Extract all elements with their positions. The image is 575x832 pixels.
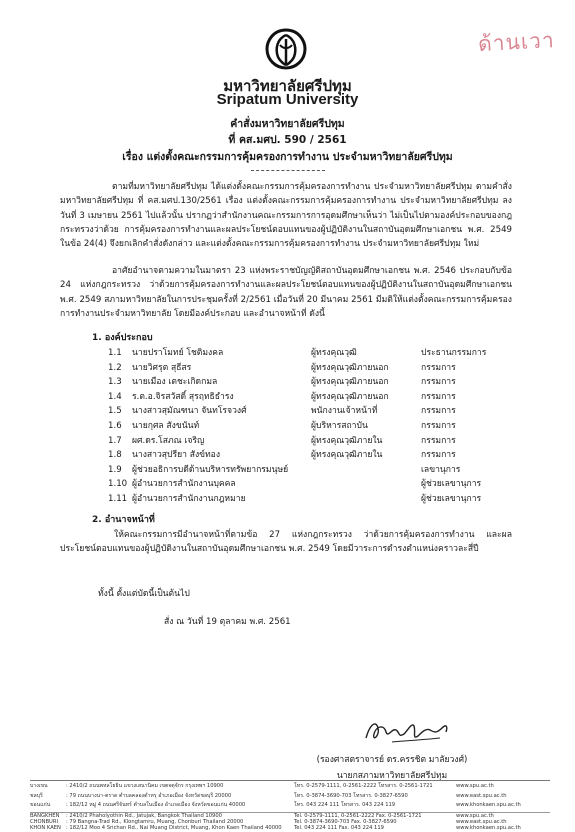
campus-phone: โทร. 043 224 111 โทรสาร. 043 224 119	[294, 802, 396, 809]
received-stamp: ด้านเวา	[477, 28, 556, 57]
campus-website[interactable]: www.khonkaen.spu.ac.th	[456, 802, 521, 809]
campus-website[interactable]: www.east.spu.ac.th	[456, 819, 507, 826]
campus-phone: Tel. 0-3874-3690-703 Fax. 0-3827-6590	[294, 819, 397, 826]
list-item	[108, 390, 528, 405]
list-item	[108, 375, 528, 390]
university-logo	[263, 27, 309, 71]
list-item	[108, 448, 528, 463]
member-role: กรรมการ	[421, 435, 456, 446]
member-type: ผู้ทรงคุณวุฒิภายนอก	[311, 362, 389, 373]
list-item	[108, 463, 528, 478]
order-heading: คำสั่งมหาวิทยาลัยศรีปทุม	[230, 118, 345, 130]
signer-title: นายกสภามหาวิทยาลัยศรีปทุม	[336, 771, 448, 781]
order-subject: เรื่อง แต่งตั้งคณะกรรมการคุ้มครองการทำงาน ประจำมหาวิทยาลัยศรีปทุม	[122, 151, 453, 163]
member-role: กรรมการ	[421, 377, 456, 388]
member-type: ผู้บริหารสถาบัน	[311, 420, 368, 431]
member-name: นางสาวสุมัณฑนา จันทโรจวงศ์	[132, 406, 247, 417]
member-number: 1.7	[108, 435, 122, 446]
member-name: นายวิศรุต สุธีสร	[132, 362, 192, 373]
member-name: นางสาวสุปรียา สังข์ทอง	[132, 450, 221, 461]
campus-phone: โทร. 0-3874-3690-703 โทรสาร. 0-3827-6590	[294, 792, 408, 799]
signature	[362, 714, 452, 748]
university-name-thai: มหาวิทยาลัยศรีปทุม	[223, 77, 352, 95]
campus-phone: โทร. 0-2579-1111, 0-2561-2222 โทรสาร. 0-2561-1721	[294, 783, 433, 789]
campus-address: : 182/12 Moo 4 Srichan Rd., Nai Muang District, Muang, Khon Kaen Thailand 40000	[66, 825, 282, 832]
member-type: ผู้ทรงคุณวุฒิภายนอก	[311, 377, 389, 388]
member-role: กรรมการ	[421, 362, 456, 373]
member-number: 1.5	[108, 406, 122, 417]
member-role: เลขานุการ	[421, 464, 461, 475]
list-item	[108, 434, 528, 449]
member-type: ผู้ทรงคุณวุฒิภายนอก	[311, 391, 389, 402]
campus-website[interactable]: www.khonkaen.spu.ac.th	[456, 825, 521, 832]
paragraph-duties: ให้คณะกรรมการมีอำนาจหน้าที่ตามข้อ 27 แห่งกฎกระทรวง ว่าด้วยการคุ้มครองการทำงาน และผลประโยชน์ตอบแทนของผู้ปฏิบัติงานในสถาบันอุดมศึกษาเอกชน พ.ศ. 2549 โดยมีวาระการดำรงตำแหน่งคราวละสี่ปี	[60, 530, 512, 555]
footer-row	[30, 825, 550, 831]
member-role: ประธานกรรมการ	[421, 348, 487, 358]
campus-name: บางเขน	[30, 783, 48, 789]
list-item	[108, 404, 528, 419]
member-name: นายปราโมทย์ โชติมงคล	[132, 348, 224, 358]
member-number: 1.1	[108, 348, 122, 358]
footer-row	[30, 792, 550, 802]
list-item	[108, 492, 528, 507]
member-role: ผู้ช่วยเลขานุการ	[421, 479, 482, 490]
university-name-english: Sripatum University	[216, 91, 359, 108]
member-number: 1.6	[108, 420, 122, 431]
list-item	[108, 346, 528, 361]
campus-address: : 79 ถนนบางนา-ตราด ตำบลคลองตำหรุ อำเภอเมือง จังหวัดชลบุรี 20000	[66, 792, 232, 799]
section-duties-heading: 2. อำนาจหน้าที่	[92, 515, 155, 525]
member-number: 1.4	[108, 391, 122, 402]
effective-statement: ทั้งนี้ ตั้งแต่บัดนี้เป็นต้นไป	[98, 589, 190, 599]
footer-row	[30, 801, 550, 811]
member-type: ผู้ทรงคุณวุฒิ	[311, 348, 357, 358]
member-number: 1.11	[108, 493, 128, 504]
campus-name: ขอนแก่น	[30, 802, 51, 809]
list-item	[108, 361, 528, 376]
member-number: 1.8	[108, 450, 122, 461]
title-divider	[251, 170, 325, 171]
campus-name: KHON KAEN	[30, 825, 61, 832]
campus-address: : 79 Bangna-Trad Rd., Klongtamru, Muang, Chonburi Thailand 20000	[66, 819, 244, 826]
campus-address: : 182/12 หมู่ 4 ถนนศรีจันทร์ ตำบลในเมือง อำเภอเมือง จังหวัดขอนแก่น 40000	[66, 802, 246, 809]
signer-name: (รองศาสตราจารย์ ดร.ครรชิต มาลัยวงศ์)	[316, 755, 468, 765]
campus-website[interactable]: www.spu.ac.th	[456, 783, 494, 789]
member-name: ผู้อำนวยการสำนักงานกฎหมาย	[132, 493, 246, 504]
list-item	[108, 477, 528, 492]
campus-phone: Tel. 043 224 111 Fax. 043 224 119	[294, 825, 384, 832]
footer-divider	[30, 780, 550, 781]
footer-thai	[30, 782, 550, 811]
member-number: 1.10	[108, 479, 128, 490]
campus-address: : 2410/2 ถนนพหลโยธิน แขวงเสนานิคม เขตจตุจักร กรุงเทพฯ 10900	[66, 783, 224, 789]
campus-name: BANGKHEN	[30, 813, 60, 819]
member-name: ผศ.ดร.โสภณ เจริญ	[132, 435, 205, 446]
member-type: ผู้ทรงคุณวุฒิภายใน	[311, 450, 383, 461]
campus-address: : 2410/2 Phaholyothin Rd., Jatujak, Bangkok Thailand 10900	[66, 813, 222, 819]
member-role: กรรมการ	[421, 406, 456, 417]
member-type: พนักงานเจ้าหน้าที่	[311, 406, 378, 417]
member-number: 1.3	[108, 377, 122, 388]
member-list	[108, 346, 528, 507]
campus-website[interactable]: www.spu.ac.th	[456, 813, 494, 819]
order-date: สั่ง ณ วันที่ 19 ตุลาคม พ.ศ. 2561	[164, 617, 291, 627]
footer-english	[30, 813, 550, 832]
member-name: นายเมือง เตชะเกิดกมล	[132, 377, 218, 388]
footer-row	[30, 782, 550, 792]
member-role: กรรมการ	[421, 391, 456, 402]
member-name: ร.ต.อ.จิรสวัสดิ์ สุรฤทธิธำรง	[132, 391, 234, 402]
campus-website[interactable]: www.east.spu.ac.th	[456, 792, 507, 799]
member-number: 1.9	[108, 464, 122, 475]
list-item	[108, 419, 528, 434]
member-role: กรรมการ	[421, 420, 456, 431]
order-number: ที่ คส.มศป. 590 / 2561	[228, 134, 347, 146]
member-number: 1.2	[108, 362, 122, 373]
member-name: ผู้อำนวยการสำนักงานบุคคล	[132, 479, 236, 490]
member-type: ผู้ทรงคุณวุฒิภายใน	[311, 435, 383, 446]
section-composition-heading: 1. องค์ประกอบ	[92, 333, 153, 343]
member-role: ผู้ช่วยเลขานุการ	[421, 493, 482, 504]
campus-phone: Tel. 0-2579-1111, 0-2561-2222 Fax. 0-2561-1721	[294, 813, 422, 819]
campus-name: CHONBURI	[30, 819, 58, 826]
member-name: ผู้ช่วยอธิการบดีด้านบริหารทรัพยากรมนุษย์	[132, 464, 289, 475]
member-role: กรรมการ	[421, 450, 456, 461]
member-name: นายกุศล สังขนันท์	[132, 420, 200, 431]
campus-name: ชลบุรี	[30, 792, 43, 799]
paragraph-background: ตามที่มหาวิทยาลัยศรีปทุม ได้แต่งตั้งคณะกรรมการคุ้มครองการทำงาน ประจำมหาวิทยาลัยศรีปทุม ตามคำสั่งมหาวิทยาลัยศรีปทุม ที่ คส.มศป.130/2561 เรื่อง แต่งตั้งคณะกรรมการคุ้มครองการทำงาน ประจำมหาวิทยาลัยศรีปทุม ลงวันที่ 3 เมษายน 2561 ไปแล้วนั้น ปรากฏว่าสำนักงานคณะกรรมการการอุดมศึกษาเห็นว่า ไม่เป็นไปตามองค์ประกอบของกฎกระทรวงว่าด้วย การคุ้มครองการทำงานและผลประโยชน์ตอบแทนของผู้ปฏิบัติงานในสถาบันอุดมศึกษาเอกชน พ.ศ. 2549 ในข้อ 24(4) จึงยกเลิกคำสั่งดังกล่าว และแต่งตั้งคณะกรรมการคุ้มครองการทำงาน ประจำมหาวิทยาลัยศรีปทุม ใหม่	[60, 182, 512, 250]
paragraph-authority: อาศัยอำนาจตามความในมาตรา 23 แห่งพระราชบัญญัติสถาบันอุดมศึกษาเอกชน พ.ศ. 2546 ประกอบกับข้อ 24 แห่งกฎกระทรวง ว่าด้วยการคุ้มครองการทำงานและผลประโยชน์ตอบแทนของผู้ปฏิบัติงานในสถาบันอุดมศึกษาเอกชน พ.ศ. 2549 สภามหาวิทยาลัยในการประชุมครั้งที่ 2/2561 เมื่อวันที่ 20 มีนาคม 2561 มีมติให้แต่งตั้งคณะกรรมการคุ้มครองการทำงานประจำมหาวิทยาลัย โดยมีองค์ประกอบ และอำนาจหน้าที่ ดังนี้	[60, 266, 512, 319]
